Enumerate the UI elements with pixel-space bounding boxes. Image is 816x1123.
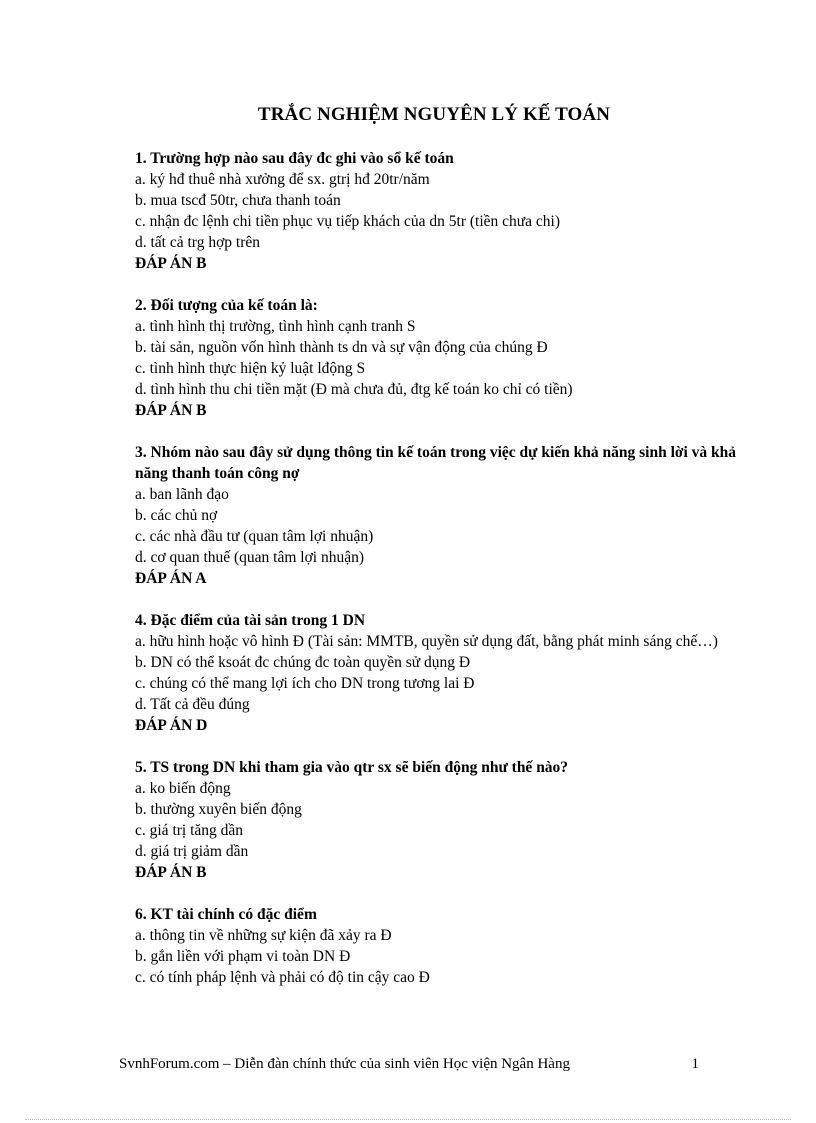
option-a: a. hữu hình hoặc vô hình Đ (Tài sản: MMTB, quyền sử dụng đất, bằng phát minh sáng chế…) <box>135 633 718 650</box>
option-a: a. ký hđ thuê nhà xưởng để sx. gtrị hđ 20tr/năm <box>135 171 430 188</box>
page-bottom-edge <box>25 1119 791 1120</box>
document-title: TRẮC NGHIỆM NGUYÊN LÝ KẾ TOÁN <box>257 104 611 125</box>
answer-key: ĐÁP ÁN D <box>135 717 208 734</box>
option-c: c. tình hình thực hiện kỷ luật lđộng S <box>135 360 366 377</box>
question-4 <box>135 610 745 736</box>
answer-key: ĐÁP ÁN B <box>135 255 207 272</box>
question-title: 4. Đặc điểm của tài sản trong 1 DN <box>135 612 366 629</box>
option-b: b. gắn liền với phạm vi toàn DN Đ <box>135 948 351 965</box>
option-a: a. ban lãnh đạo <box>135 486 229 503</box>
option-c: c. có tính pháp lệnh và phải có độ tin cậy cao Đ <box>135 969 430 986</box>
question-6 <box>135 904 745 988</box>
question-3 <box>135 442 745 589</box>
option-a: a. tình hình thị trường, tình hình cạnh tranh S <box>135 318 416 335</box>
option-b: b. các chủ nợ <box>135 507 218 524</box>
option-d: d. giá trị giảm dần <box>135 843 249 860</box>
option-b: b. DN có thể ksoát đc chúng đc toàn quyền sử dụng Đ <box>135 654 471 671</box>
question-title: 5. TS trong DN khi tham gia vào qtr sx sẽ biến động như thế nào? <box>135 759 569 776</box>
answer-key: ĐÁP ÁN B <box>135 402 207 419</box>
option-b: b. thường xuyên biến động <box>135 801 302 818</box>
question-title: 2. Đối tượng của kế toán là: <box>135 297 318 314</box>
option-c: c. giá trị tăng dần <box>135 822 244 839</box>
question-list <box>135 148 745 1009</box>
answer-key: ĐÁP ÁN B <box>135 864 207 881</box>
option-d: d. tình hình thu chi tiền mặt (Đ mà chưa đủ, đtg kế toán ko chỉ có tiền) <box>135 381 573 398</box>
question-title: 6. KT tài chính có đặc điểm <box>135 906 317 923</box>
footer-text: SvnhForum.com – Diễn đàn chính thức của sinh viên Học viện Ngân Hàng <box>119 1056 570 1072</box>
option-c: c. các nhà đầu tư (quan tâm lợi nhuận) <box>135 528 374 545</box>
option-c: c. chúng có thể mang lợi ích cho DN trong tương lai Đ <box>135 675 475 692</box>
question-1 <box>135 148 745 274</box>
question-title: 3. Nhóm nào sau đây sử dụng thông tin kế toán trong việc dự kiến khả năng sinh lời và khả năng thanh toán công nợ <box>135 444 737 482</box>
question-2 <box>135 295 745 421</box>
page-footer <box>119 1054 699 1074</box>
option-a: a. ko biến động <box>135 780 231 797</box>
option-d: d. Tất cả đều đúng <box>135 696 250 713</box>
option-d: d. cơ quan thuế (quan tâm lợi nhuận) <box>135 549 365 566</box>
question-5 <box>135 757 745 883</box>
option-b: b. mua tscđ 50tr, chưa thanh toán <box>135 192 341 209</box>
page-number: 1 <box>691 1056 699 1072</box>
option-d: d. tất cả trg hợp trên <box>135 234 260 251</box>
question-title: 1. Trường hợp nào sau đây đc ghi vào sổ kế toán <box>135 150 454 167</box>
option-c: c. nhận đc lệnh chi tiền phục vụ tiếp khách của dn 5tr (tiền chưa chi) <box>135 213 561 230</box>
option-b: b. tài sản, nguồn vốn hình thành ts dn và sự vận động của chúng Đ <box>135 339 548 356</box>
answer-key: ĐÁP ÁN A <box>135 570 207 587</box>
option-a: a. thông tin về những sự kiện đã xảy ra Đ <box>135 927 392 944</box>
